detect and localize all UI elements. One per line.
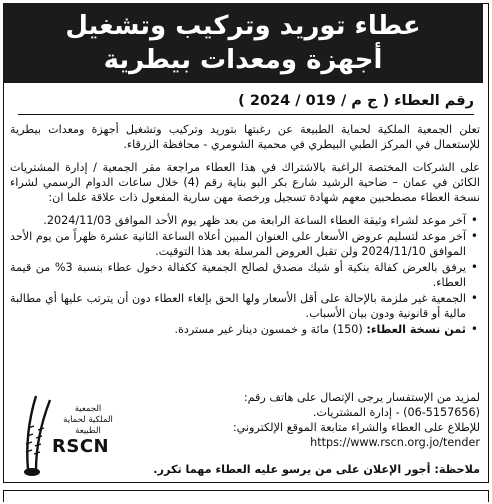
price-item bbox=[10, 322, 466, 337]
note: ملاحظة: أجور الإعلان على من يرسو عليه العطاء مهما تكرر. bbox=[153, 463, 480, 476]
phone-number: (06-5157656) bbox=[403, 406, 480, 419]
department-text: - إدارة المشتريات. bbox=[312, 406, 404, 419]
website-text: للإطلاع على العطاء والشراء متابعة الموقع الإلكتروني: bbox=[232, 421, 480, 434]
rscn-logo bbox=[14, 392, 114, 478]
condition-item: • آخر موعد لشراء وثيقة العطاء الساعة الرابعة من بعد ظهر يوم الأحد الموافق 2024/11/03. bbox=[10, 213, 466, 228]
intro-paragraph: تعلن الجمعية الملكية لحماية الطبيعة عن رغبتها بتوريد وتركيب وتشغيل أجهزة ومعدات بيطرية للإستعمال في المركز الطبي البيطري في محمية الشومري - محافظة الزرقاء. bbox=[10, 123, 480, 151]
oryx-horns-icon bbox=[14, 392, 62, 478]
website-link[interactable]: https://www.rscn.org.jo/tender bbox=[310, 436, 480, 449]
price-value: (150) مائة و خمسون دينار غير مستردة. bbox=[174, 323, 363, 336]
conditions-list bbox=[10, 213, 480, 337]
condition-item: • الجمعية غير ملزمة بالإحالة على أقل الأسعار ولها الحق بإلغاء العطاء دون أن يترتب عليها أي مطالبة مالية أو قانونية ودون بيان الأسباب. bbox=[10, 291, 466, 321]
ad-body bbox=[10, 122, 480, 338]
logo-arabic-name: الجمعية الملكية لحماية الطبيعة bbox=[63, 404, 113, 436]
tender-number: رقم العطاء ( ج م / 019 / 2024 ) bbox=[18, 90, 474, 115]
condition-item: • آخر موعد لتسليم عروض الأسعار على العنوان المبين أعلاه الساعة الثانية عشرة ظهراً من يوم الأحد الموافق 2024/11/10 ولن تقبل العروض المرسلة بعد هذا التوقيت. bbox=[10, 229, 466, 259]
price-label: ثمن نسخة العطاء: bbox=[366, 323, 466, 336]
participation-paragraph: على الشركات المختصة الراغبة بالاشتراك في هذا العطاء مراجعة مقر الجمعية / إدارة المشتريات الكائن في عمان – ضاحية الرشيد شارع بكر البو بناية رقم (4) خلال ساعات الدوام الرسمي لشراء نسخة العطاء مصطحبين معهم شهادة تسجيل ورخصة مهن سارية المفعول ذات علاقة علما ان: bbox=[10, 161, 480, 204]
logo-abbreviation: RSCN bbox=[52, 436, 110, 457]
condition-item: • يرفق بالعرض كفالة بنكية أو شيك مصدق لصالح الجمعية ككفالة دخول عطاء بنسبة 3% من قيمة العطاء. bbox=[10, 260, 466, 290]
title-banner bbox=[3, 3, 483, 83]
title-line-2: أجهزة ومعدات بيطرية bbox=[103, 45, 383, 75]
next-ad-border bbox=[3, 490, 489, 502]
title-line-1: عطاء توريد وتركيب وتشغيل bbox=[65, 11, 421, 41]
phone-line bbox=[180, 405, 480, 420]
contact-block bbox=[180, 390, 480, 450]
inquiry-text: لمزيد من الإستفسار يرجى الإتصال على هاتف رقم: bbox=[243, 391, 480, 404]
